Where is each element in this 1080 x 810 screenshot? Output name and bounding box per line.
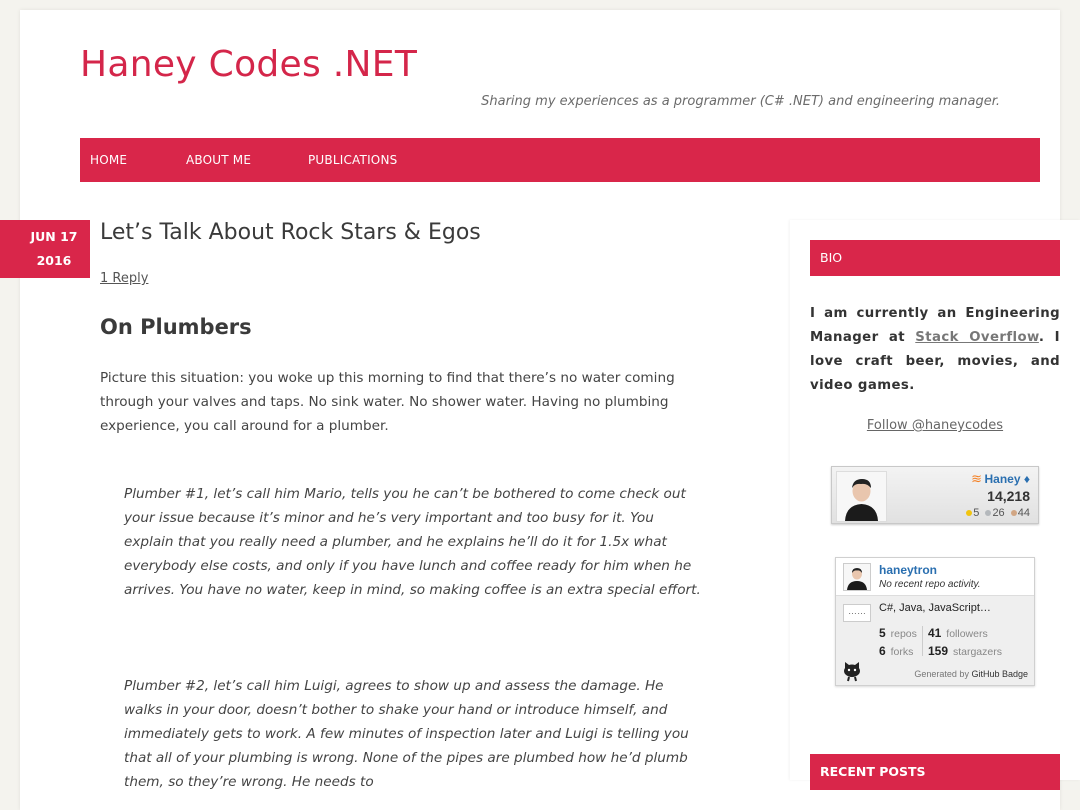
section-heading: On Plumbers [100,315,252,339]
bio-text-end: . I love craft beer, movies, and video games. [810,330,1060,393]
github-credit-text: Generated by [914,669,972,679]
github-username[interactable]: haneytron [879,563,938,577]
sidebar [790,220,1080,780]
github-languages: C#, Java, JavaScript… [879,602,991,614]
bio-text [810,302,1060,398]
github-language-icon: …… [843,604,871,622]
github-activity-note: No recent repo activity. [879,579,981,590]
github-followers-stat [928,626,988,640]
stack-overflow-link[interactable]: Stack Overflow [915,330,1039,345]
silver-badge-icon [985,510,991,516]
avatar [836,471,887,522]
silver-badge-count: 26 [992,507,1005,519]
bio-text-start: I am currently an Engineering Manager at [810,306,1060,345]
github-stat-divider [922,626,923,656]
github-avatar [843,563,871,591]
site-tagline: Sharing my experiences as a programmer (C# .NET) and engineering manager. [481,94,1000,109]
post-paragraph: Picture this situation: you woke up this morning to find that there’s no water coming through your valves and taps. No sink water. No shower water. Having no plumbing experience, you call around for a plumber. [100,370,675,434]
stack-overflow-icon: ≋ [971,471,982,486]
so-reputation: 14,218 [987,488,1030,504]
gold-badge-count: 5 [973,507,980,519]
github-badge-credit [914,669,1028,679]
blockquote-mario: Plumber #1, let’s call him Mario, tells you he can’t be bothered to come check out your issue because it’s minor and he’s very important and too busy for it. You explain that you really need a plumber, and he explains he’ll do it for 1.5x what everybody else costs, and only if you have lunch and coffee ready for him when he arrives. You have no water, keep in mind, so making coffee is an extra special effort. [124,486,701,598]
main-nav [80,138,1040,182]
post-article [100,218,720,794]
github-badge [835,557,1035,686]
stackoverflow-flair[interactable] [831,466,1039,524]
bronze-badge-icon [1011,510,1017,516]
site-title[interactable]: Haney Codes .NET [80,44,418,85]
github-badge-link[interactable]: GitHub Badge [971,669,1028,679]
github-followers-count: 41 [928,626,942,640]
github-repos-stat [879,626,917,640]
post-title[interactable]: Let’s Talk About Rock Stars & Egos [100,220,481,245]
nav-item-publications[interactable]: PUBLICATIONS [308,153,398,167]
github-stargazers-count: 159 [928,644,949,658]
nav-item-home[interactable]: HOME [90,153,128,167]
github-badge-stats [836,596,1034,685]
bronze-badge-count: 44 [1017,507,1030,519]
octocat-icon [841,660,863,686]
post-date-badge [0,220,90,278]
github-stargazers-label: stargazers [952,646,1002,658]
github-forks-stat [879,644,913,658]
so-username[interactable]: Haney ♦ [984,472,1030,486]
github-forks-count: 6 [879,644,886,658]
post-date-year: 2016 [36,253,72,268]
github-followers-label: followers [946,628,988,640]
bio-widget-title: BIO [810,240,1060,276]
so-badge-counts [963,507,1030,519]
post-date-month-day: JUN 17 [30,229,78,244]
github-badge-header [836,558,1034,596]
reply-link[interactable]: 1 Reply [100,271,149,286]
follow-twitter-link[interactable]: Follow @haneycodes [866,418,1004,433]
nav-item-about-me[interactable]: ABOUT ME [186,153,252,167]
github-repos-count: 5 [879,626,886,640]
github-repos-label: repos [890,628,917,640]
github-stargazers-stat [928,644,1002,658]
blockquote-luigi: Plumber #2, let’s call him Luigi, agrees to show up and assess the damage. He walks in your door, doesn’t bother to shake your hand or introduce himself, and immediately gets to work. A few minutes of inspection later and Luigi is telling you that all of your plumbing is wrong. None of the pipes are plumbed how he’d plumb them, so they’re wrong. He needs to [124,678,689,790]
recent-posts-widget-title: RECENT POSTS [810,754,1060,790]
gold-badge-icon [966,510,972,516]
github-forks-label: forks [890,646,914,658]
